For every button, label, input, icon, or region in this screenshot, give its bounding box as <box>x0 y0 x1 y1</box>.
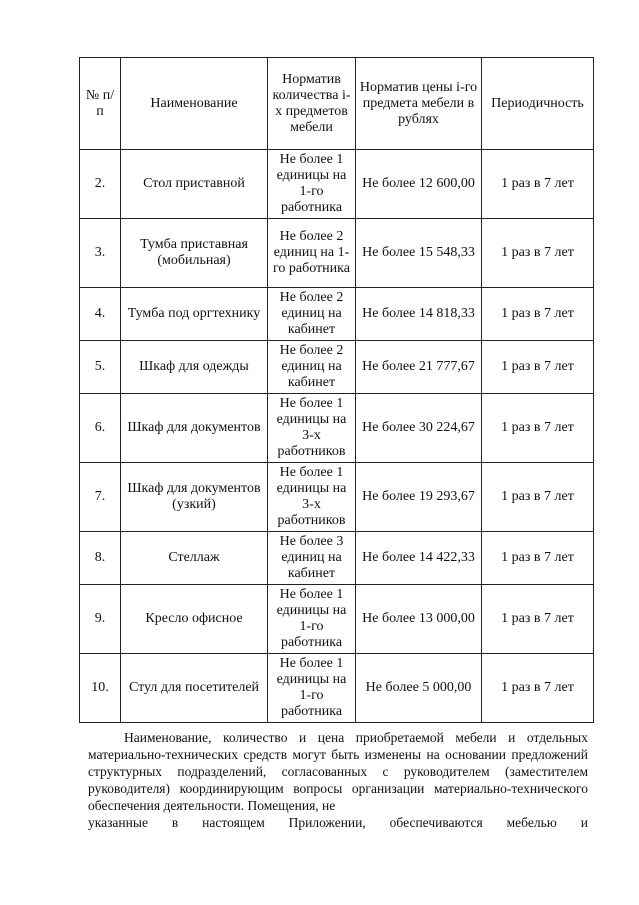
header-name: Наименование <box>121 58 268 150</box>
cell-name: Стул для посетителей <box>121 654 268 723</box>
cell-period: 1 раз в 7 лет <box>482 654 594 723</box>
cell-name: Шкаф для документов <box>121 394 268 463</box>
table-row <box>80 288 594 341</box>
table-header-row <box>80 58 594 150</box>
cell-price: Не более 12 600,00 <box>356 150 482 219</box>
cell-price: Не более 5 000,00 <box>356 654 482 723</box>
cell-name: Кресло офисное <box>121 585 268 654</box>
cell-qty: Не более 1 единицы на 3-х работников <box>268 394 356 463</box>
cell-num: 6. <box>80 394 121 463</box>
cell-price: Не более 14 818,33 <box>356 288 482 341</box>
header-num: № п/п <box>80 58 121 150</box>
cell-qty: Не более 1 единицы на 1-го работника <box>268 654 356 723</box>
table-row <box>80 654 594 723</box>
table-row <box>80 532 594 585</box>
table-row <box>80 219 594 288</box>
cell-qty: Не более 2 единиц на кабинет <box>268 288 356 341</box>
cell-name: Шкаф для одежды <box>121 341 268 394</box>
cell-qty: Не более 2 единиц на 1-го работника <box>268 219 356 288</box>
cell-period: 1 раз в 7 лет <box>482 288 594 341</box>
cell-name: Тумба под оргтехнику <box>121 288 268 341</box>
cell-qty: Не более 1 единицы на 1-го работника <box>268 585 356 654</box>
cell-period: 1 раз в 7 лет <box>482 532 594 585</box>
cell-qty: Не более 3 единиц на кабинет <box>268 532 356 585</box>
cell-period: 1 раз в 7 лет <box>482 341 594 394</box>
table-row <box>80 463 594 532</box>
cell-num: 9. <box>80 585 121 654</box>
cell-num: 7. <box>80 463 121 532</box>
cell-price: Не более 15 548,33 <box>356 219 482 288</box>
cell-period: 1 раз в 7 лет <box>482 394 594 463</box>
cell-name: Стеллаж <box>121 532 268 585</box>
cell-num: 4. <box>80 288 121 341</box>
cell-period: 1 раз в 7 лет <box>482 585 594 654</box>
cell-name: Стол приставной <box>121 150 268 219</box>
table-row <box>80 150 594 219</box>
cell-qty: Не более 2 единиц на кабинет <box>268 341 356 394</box>
cell-qty: Не более 1 единицы на 1-го работника <box>268 150 356 219</box>
cell-period: 1 раз в 7 лет <box>482 219 594 288</box>
cell-num: 3. <box>80 219 121 288</box>
cell-num: 5. <box>80 341 121 394</box>
header-qty: Норматив количества i-х предметов мебели <box>268 58 356 150</box>
cell-price: Не более 14 422,33 <box>356 532 482 585</box>
header-price: Норматив цены i-го предмета мебели в рублях <box>356 58 482 150</box>
cell-price: Не более 19 293,67 <box>356 463 482 532</box>
cell-name: Шкаф для документов (узкий) <box>121 463 268 532</box>
body-paragraph: Наименование, количество и цена приобретаемой мебели и отдельных материально-технических средств могут быть изменены на основании предложений структурных подразделений, согласованных с руководителем (заместителем руководителя) координирующим вопросы организации материально-технического обеспечения деятельности. Помещения, не <box>88 730 588 813</box>
cell-period: 1 раз в 7 лет <box>482 150 594 219</box>
cell-price: Не более 13 000,00 <box>356 585 482 654</box>
cell-num: 8. <box>80 532 121 585</box>
cell-period: 1 раз в 7 лет <box>482 463 594 532</box>
furniture-norms-table <box>79 57 594 723</box>
header-period: Периодичность <box>482 58 594 150</box>
table-row <box>80 394 594 463</box>
cell-num: 2. <box>80 150 121 219</box>
cell-price: Не более 21 777,67 <box>356 341 482 394</box>
body-paragraph-last-line: указанные в настоящем Приложении, обеспечиваются мебелью и <box>88 815 588 830</box>
cell-name: Тумба приставная (мобильная) <box>121 219 268 288</box>
cell-num: 10. <box>80 654 121 723</box>
table-row <box>80 341 594 394</box>
cell-price: Не более 30 224,67 <box>356 394 482 463</box>
table-row <box>80 585 594 654</box>
cell-qty: Не более 1 единицы на 3-х работников <box>268 463 356 532</box>
